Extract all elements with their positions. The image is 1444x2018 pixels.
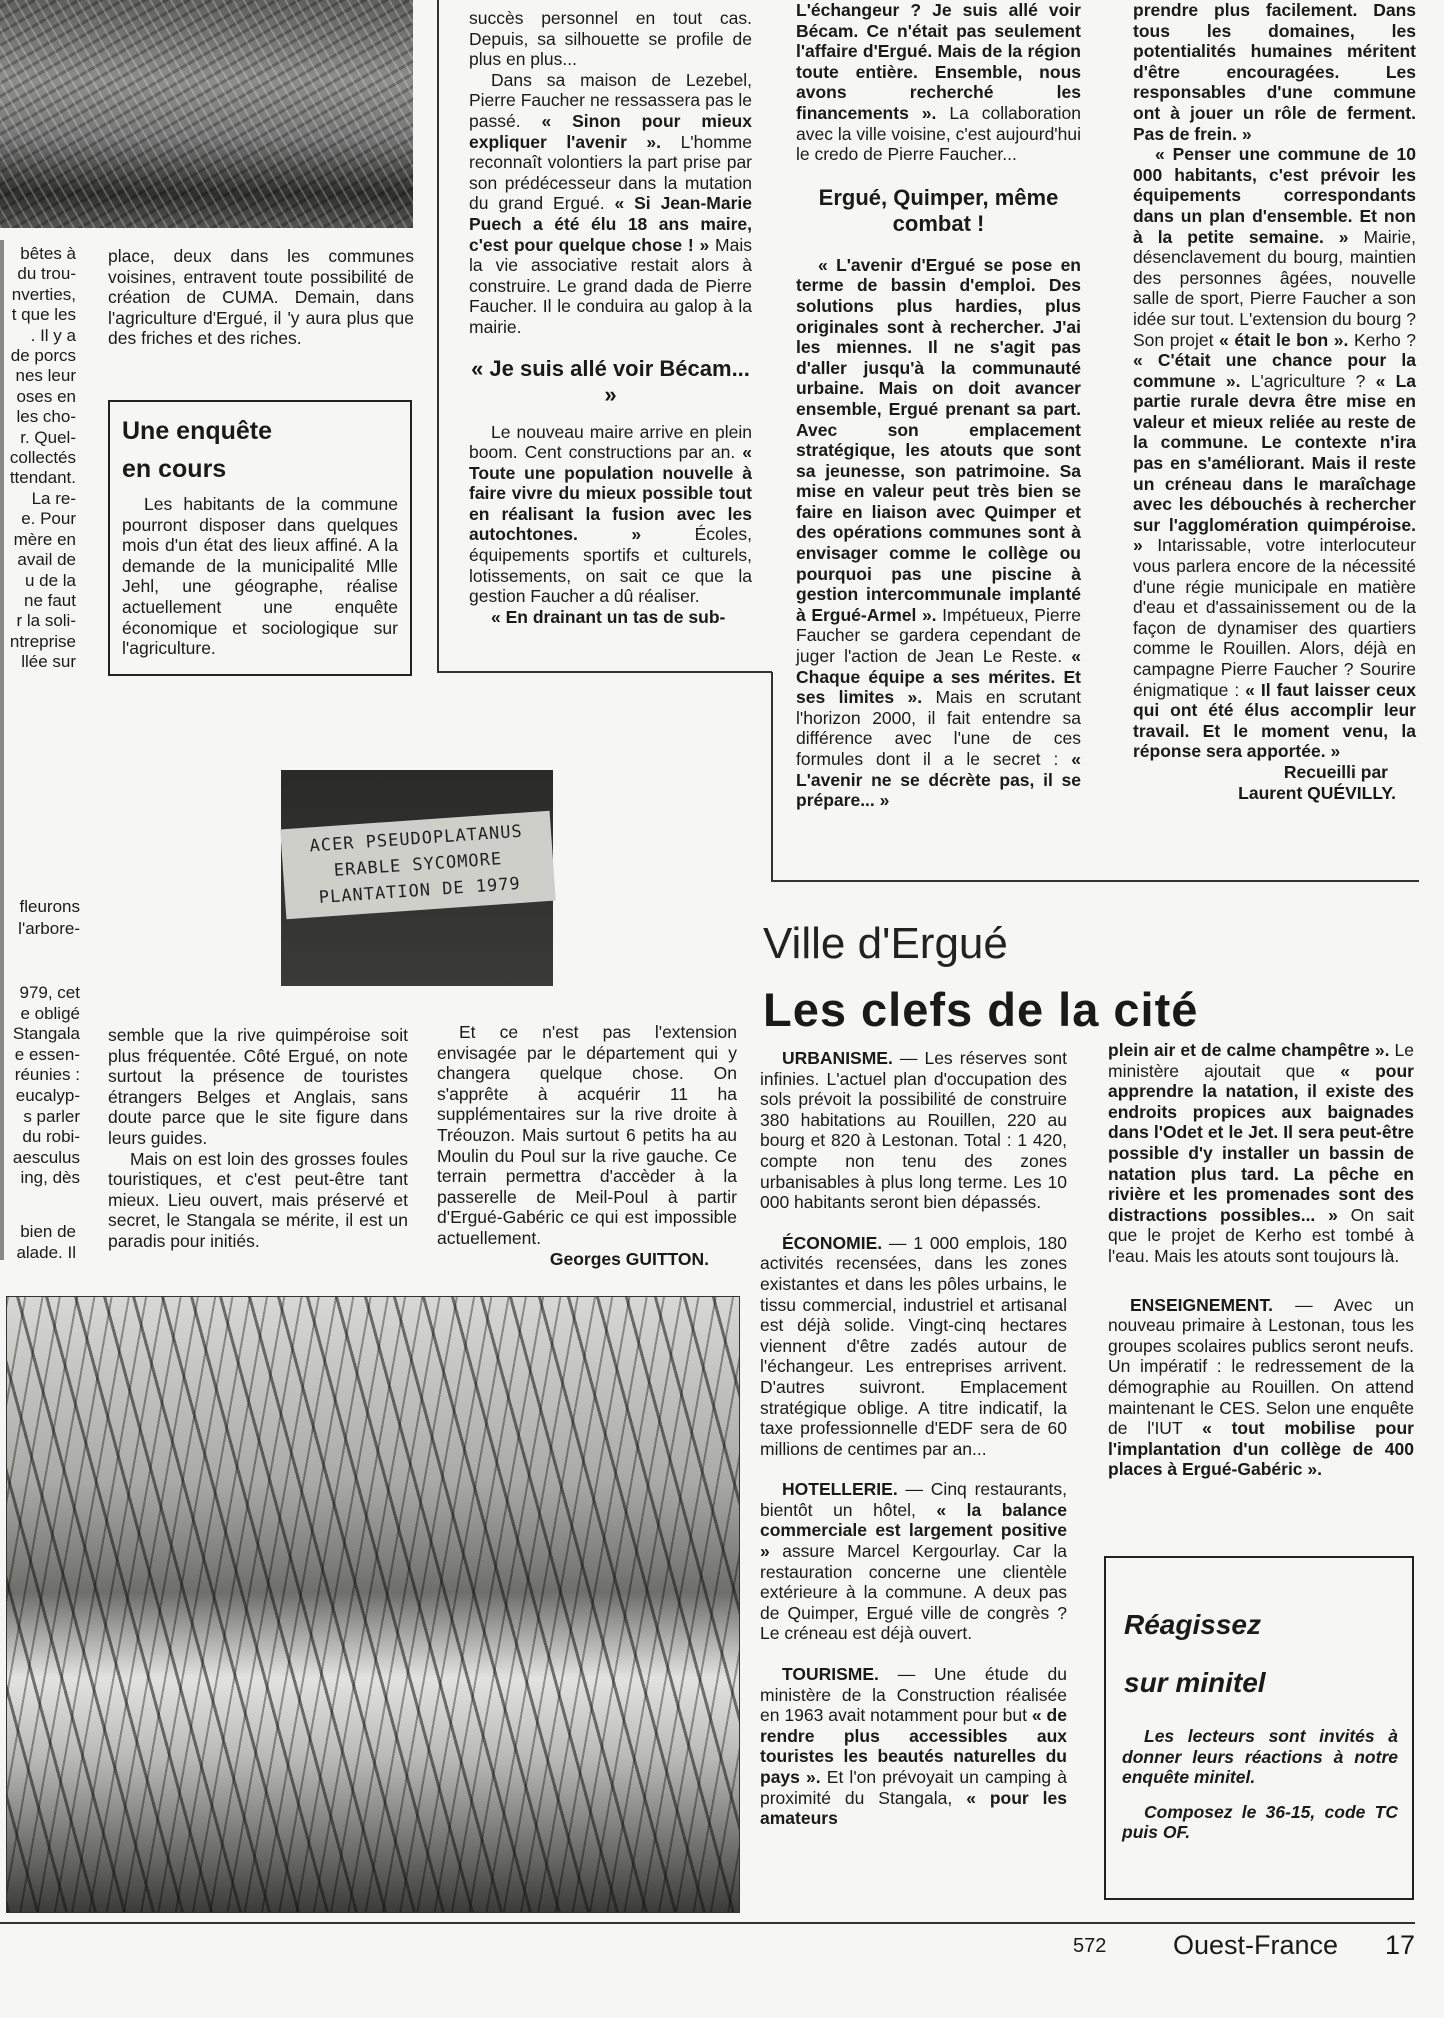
paragraph: place, deux dans les communes voisines, entravent toute possibilité de création de CUMA. Demain, dans l'agriculture d'Ergué, il 'y aura plus que des friches et des riches. <box>108 246 414 349</box>
left-fragment-line: bêtes à <box>20 244 76 263</box>
section-enseignement: ENSEIGNEMENT. — Avec un nouveau primaire à Lestonan, tous les groupes scolaires publics seront neufs. Un impératif : le redressement de la démographie au Rouillen. On attend maintenant le CES. Selon une enquête de l'IUT « tout mobilise pour l'implantation d'un collège de 400 places à Ergué-Gabéric ». <box>1108 1294 1414 1480</box>
minitel-box <box>1104 1556 1414 1900</box>
section-hotellerie: HOTELLERIE. — Cinq restaurants, bientôt un hôtel, « la balance commerciale est largement positive » assure Marcel Kergourlay. Car la restauration concerne une clientèle extérieure à la commune. A deux pas de Quimper, Ergué ville de congrès ? Le créneau est déjà ouvert. <box>760 1479 1067 1644</box>
left-fragment-lower <box>0 983 80 1189</box>
ville-kicker: Ville d'Ergué <box>763 919 1008 968</box>
left-fragment-line: 979, cet <box>19 983 80 1002</box>
left-fragment-middle <box>0 896 80 940</box>
ville-col1 <box>760 1048 1067 1829</box>
left-fragment-line: de porcs <box>10 346 76 366</box>
left-fragment-line: ing, dès <box>20 1168 80 1188</box>
left-fragment-line: bien de <box>20 1222 76 1241</box>
left-fragment-line: du trou- <box>17 264 76 284</box>
left-fragment-line: La re- <box>31 488 76 508</box>
col3-bottom-text <box>437 1022 737 1269</box>
ville-headline: Les clefs de la cité <box>763 983 1199 1036</box>
paragraph: Mais on est loin des grosses foules touristiques, et c'est peut-être tant mieux. Lieu ouvert, mais préservé et secret, le Stangala se mérite, il est un paradis pour initiés. <box>108 1148 408 1251</box>
col2-top-text <box>108 246 414 349</box>
ville-col2 <box>1108 1040 1414 1480</box>
section-tourisme-cont: plein air et de calme champêtre ». Le ministère ajoutait que « pour apprendre la natation, il existe des endroits propices aux baignades dans l'Odet et le Jet. Il sera peut-être possible d'y installer un bassin de natation plus tard. La pêche en rivière et les promenades sont des distractions possibles... » On sait que le projet de Kerho est tombé à l'eau. Mais les atouts sont toujours là. <box>1108 1040 1414 1266</box>
left-fragment-line: nes leur <box>15 366 76 386</box>
col4-bottom-rule <box>771 880 1419 882</box>
minitel-title-line2: sur minitel <box>1124 1667 1266 1698</box>
enquete-box <box>108 400 412 676</box>
left-fragment-line: collectés <box>9 448 76 468</box>
col2-bottom-text <box>108 1025 408 1252</box>
left-fragment-line: aesculus <box>12 1147 80 1167</box>
section-economie: ÉCONOMIE. — 1 000 emplois, 180 activités recensées, dans les zones existantes et dans les pôles urbains, le tissu commercial, industriel et artisanal est déjà solide. Vingt-cinq hectares viennent d'être zadés autour de l'échangeur. Les entreprises arrivent. D'autres suivront. Emplacement stratégique oblige. A titre indicatif, la taxe professionnelle d'EDF sera de 60 millions de centimes par an... <box>760 1232 1067 1459</box>
sign-board <box>280 811 556 920</box>
river-photo <box>6 1296 740 1913</box>
left-fragment-line: mère en <box>13 529 76 549</box>
left-fragment-line: llée sur <box>21 652 76 672</box>
left-fragment-upper <box>0 244 76 673</box>
left-fragment-line: réunies : <box>14 1065 80 1085</box>
col4-top-text <box>796 0 1081 811</box>
paragraph: Le nouveau maire arrive en plein boom. Cent constructions par an. « Toute une population nouvelle à faire vivre du mieux possible tout en réalisant la fusion avec les autochtones. » Écoles, équipements sportifs et culturels, lotissements, on sait ce que la gestion Faucher a dû réaliser. <box>469 421 752 607</box>
left-fragment-line: t que les <box>11 305 76 325</box>
paragraph: semble que la rive quimpéroise soit plus fréquentée. Côté Ergué, on note surtout la présence de touristes étrangers Belges et Anglais, sans doute parce que le site figure dans leurs guides. <box>108 1025 408 1148</box>
left-fragment-line: r la soli- <box>16 611 76 631</box>
left-fragment-line: l'arbore- <box>18 919 80 938</box>
minitel-code: Composez le 36-15, code TC puis OF. <box>1122 1801 1398 1843</box>
footer-rule <box>0 1922 1415 1924</box>
sign-photo <box>281 770 553 986</box>
col3-bottom-rule <box>437 671 772 673</box>
enquete-title-line1: Une enquête <box>122 417 273 445</box>
left-fragment-line: u de la <box>24 570 76 590</box>
field-photo <box>0 0 413 228</box>
paragraph: Dans sa maison de Lezebel, Pierre Faucher ne ressassera pas le passé. « Sinon pour mieux expliquer l'avenir ». L'homme reconnaît volontiers la part prise par son prédécesseur dans la mutation du grand Ergué. « Si Jean-Marie Puech a été élu 18 ans maire, c'est pour quelque chose ! » Mais la vie associative restait alors à construire. Le grand dada de Pierre Faucher. Il le conduira au galop à la mairie. <box>469 69 752 337</box>
left-fragment-line: e obligé <box>20 1003 80 1023</box>
section-tourisme: TOURISME. — Une étude du ministère de la Construction réalisée en 1963 avait notamment pour but « de rendre plus accessibles aux touristes les beautés naturelles du pays ». Et l'on prévoyait un camping à proximité du Stangala, « pour les amateurs <box>760 1664 1067 1829</box>
footer-publication: Ouest-France <box>1173 1930 1339 1960</box>
left-fragment-line: avail de <box>17 550 76 570</box>
subhead-becam: « Je suis allé voir Bécam... » <box>471 355 750 407</box>
paragraph: Et ce n'est pas l'extension envisagée par le département qui y changera quelque chose. On s'apprête à acquérir 11 ha supplémentaires sur la rive droite à Tréouzon. Mais surtout 6 petits ha au Moulin du Poul sur la rive gauche. Ce terrain permettra d'accèder à la passerelle de Meil-Poul à partir d'Ergué-Gabéric ce qui est impossible actuellement. <box>437 1022 737 1248</box>
left-fragment-line: e essen- <box>14 1044 80 1064</box>
subhead-quimper: Ergué, Quimper, même combat ! <box>818 184 1059 236</box>
left-fragment-line: les cho- <box>16 407 76 427</box>
left-fragment-line: . Il y a <box>30 325 76 345</box>
left-fragment-line: ttendant. <box>9 468 76 488</box>
col5-top-text <box>1133 0 1416 803</box>
left-fragment-bottom <box>0 1222 76 1263</box>
byline-guitton: Georges GUITTON. <box>549 1248 709 1269</box>
sign-line1: ACER PSEUDOPLATANUS <box>309 821 524 857</box>
left-fragment-line: nverties, <box>11 284 76 304</box>
byline-recueilli: Recueilli par <box>1283 761 1388 782</box>
minitel-body: Les lecteurs sont invités à donner leurs réactions à notre enquête minitel. <box>1122 1726 1398 1788</box>
footer-page-number: 17 <box>1385 1930 1416 1960</box>
left-fragment-line: eucalyp- <box>15 1085 80 1105</box>
col4-left-rule <box>771 672 773 882</box>
left-fragment-line: s parler <box>23 1106 80 1126</box>
paragraph: L'échangeur ? Je suis allé voir Bécam. Ce n'était pas seulement l'affaire d'Ergué. Mais de la région toute entière. Ensemble, nous avons recherché les financements ». La collaboration avec la ville voisine, c'est aujourd'hui le credo de Pierre Faucher... <box>796 0 1081 165</box>
col3-top-text <box>469 8 752 627</box>
left-edge-rule <box>0 240 4 1260</box>
left-fragment-line: ne faut <box>24 590 76 610</box>
left-fragment-line: r. Quel- <box>20 427 76 447</box>
left-fragment-line: Stangala <box>12 1024 80 1044</box>
left-fragment-line: du robi- <box>22 1127 80 1147</box>
enquete-title-line2: en cours <box>122 455 227 483</box>
col3-left-rule <box>437 0 439 672</box>
paragraph: succès personnel en tout cas. Depuis, sa silhouette se profile de plus en plus... <box>469 8 752 70</box>
left-fragment-line: ntreprise <box>9 631 76 651</box>
footer-number: 572 <box>1073 1935 1107 1957</box>
enquete-body: Les habitants de la commune pourront disposer dans quelques mois d'un état des lieux affiné. A la demande de la municipalité Mlle Jehl, une géographe, réalise actuellement une enquête économique et sociologique sur l'agriculture. <box>122 494 398 659</box>
paragraph: « Penser une commune de 10 000 habitants, c'est prévoir les équipements correspondants dans un plan d'ensemble. Et non à la petite semaine. » Mairie, désenclavement du bourg, maintien des personnes âgées, nouvelle salle de sport, Pierre Faucher a son idée sur tout. L'extension du bourg ? Son projet « était le bon ». Kerho ? « C'était une chance pour la commune ». L'agriculture ? « La partie rurale devra être mise en valeur et mieux reliée au reste de la commune. Le contexte n'ira pas en s'améliorant. Mais il reste un créneau dans le maraîchage avec les débouchés à rechercher sur l'agglomération quimpéroise. » Intarissable, votre interlocuteur vous parlera encore de la nécessité d'une régie municipale en matière d'eau et d'assainissement ou de la façon de dynamiser des quartiers comme le Rouillen. Alors, déjà en campagne Pierre Faucher ? Sourire énigmatique : « Il faut laisser ceux qui ont été élus accomplir leur travail. Et le moment venu, la réponse sera apportée. » <box>1133 144 1416 762</box>
left-fragment-line: oses en <box>16 386 76 406</box>
sign-line2: ERABLE SYCOMORE <box>333 849 503 881</box>
paragraph: prendre plus facilement. Dans tous les domaines, les potentialités humaines méritent d'être encouragées. Les responsables d'une commune ont à jouer un rôle de ferment. Pas de frein. » <box>1133 0 1416 144</box>
byline-author: Laurent QUÉVILLY. <box>1238 782 1396 803</box>
sign-line3: PLANTATION DE 1979 <box>318 873 522 908</box>
left-fragment-line: e. Pour <box>21 509 76 529</box>
left-fragment-line: alade. Il <box>16 1242 76 1262</box>
left-fragment-lines <box>0 244 76 673</box>
minitel-title-line1: Réagissez <box>1124 1609 1261 1640</box>
paragraph: « L'avenir d'Ergué se pose en terme de bassin d'emploi. Des solutions plus hardies, plus originales sont à rechercher. J'ai les miennes. Il ne s'agit pas d'aller jusqu'à la communauté urbaine. Mais on doit avancer ensemble, Ergué prenant sa part. Avec son emplacement stratégique, les atouts que sont sa jeunesse, son patrimoine. Sa mise en valeur peut très bien se faire en liaison avec Quimper et des opérations communes sont à envisager comme le collège ou pourquoi pas une piscine à gestion intercommunale implanté à Ergué-Armel ». Impétueux, Pierre Faucher se gardera cependant de juger l'action de Jean Le Reste. « Chaque équipe a ses mérites. Et ses limites ». Mais en scrutant l'horizon 2000, il fait entendre sa différence avec l'une de ces formules dont il a le secret : « L'avenir ne se décrète pas, il se prépare... » <box>796 254 1081 811</box>
section-urbanisme: URBANISME. — Les réserves sont infinies. L'actuel plan d'occupation des sols prévoit la possibilité de construire 380 habitations au Rouillen, 220 au bourg et 820 à Lestonan. Total : 1 420, compte non tenu des zones urbanisables à plus long terme. Les 10 000 habitants seront bien dépassés. <box>760 1048 1067 1213</box>
left-fragment-line: fleurons <box>19 897 80 916</box>
paragraph: « En drainant un tas de sub- <box>491 606 726 627</box>
